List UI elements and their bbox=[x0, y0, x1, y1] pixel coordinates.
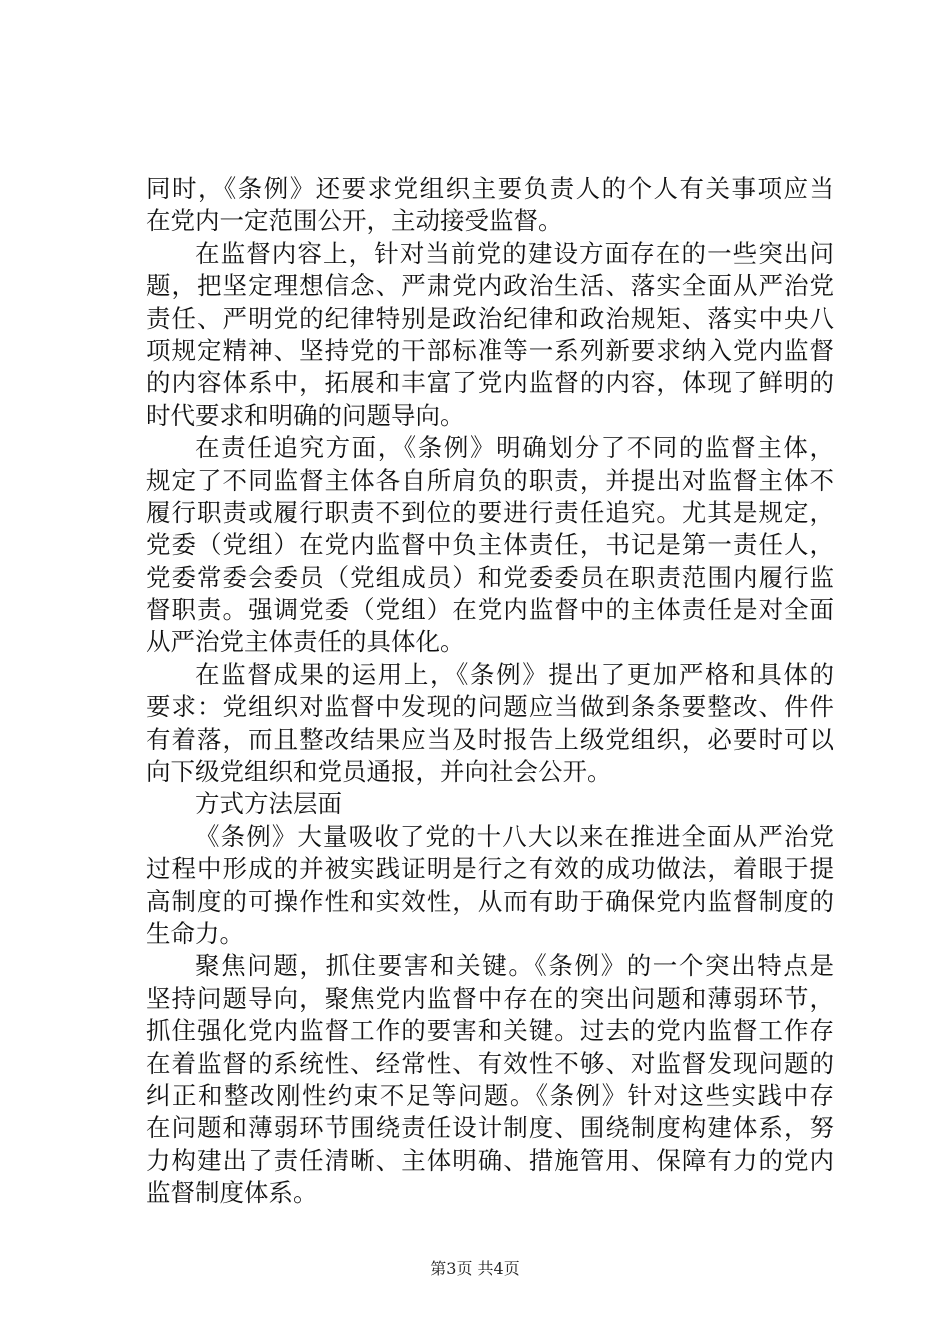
text-line: 坚持问题导向，聚焦党内监督中存在的突出问题和薄弱环节， bbox=[146, 983, 834, 1013]
text-line: 向下级党组织和党员通报，并向社会公开。 bbox=[146, 757, 612, 787]
text-line: 督职责。强调党委（党组）在党内监督中的主体责任是对全面 bbox=[146, 595, 834, 625]
text-line: 生命力。 bbox=[146, 918, 244, 948]
section-heading bbox=[146, 788, 834, 820]
text-line: 高制度的可操作性和实效性，从而有助于确保党内监督制度的 bbox=[146, 886, 834, 916]
text-line: 党委（党组）在党内监督中负主体责任，书记是第一责任人， bbox=[146, 530, 834, 560]
text-line: 《条例》大量吸收了党的十八大以来在推进全面从严治党 bbox=[195, 821, 834, 851]
text-line: 项规定精神、坚持党的干部标准等一系列新要求纳入党内监督 bbox=[146, 335, 834, 365]
text-line: 要求：党组织对监督中发现的问题应当做到条条要整改、件件 bbox=[146, 692, 834, 722]
document-body bbox=[146, 173, 834, 1210]
paragraph bbox=[146, 659, 834, 789]
text-line: 在监督成果的运用上，《条例》提出了更加严格和具体的 bbox=[195, 659, 834, 689]
text-line: 同时，《条例》还要求党组织主要负责人的个人有关事项应当 bbox=[146, 174, 834, 203]
text-line: 党委常委会委员（党组成员）和党委委员在职责范围内履行监 bbox=[146, 562, 834, 592]
text-line: 方式方法层面 bbox=[195, 789, 342, 819]
paragraph bbox=[146, 238, 834, 432]
text-line: 时代要求和明确的问题导向。 bbox=[146, 400, 465, 430]
text-line: 监督制度体系。 bbox=[146, 1178, 318, 1208]
text-line: 在责任追究方面，《条例》明确划分了不同的监督主体， bbox=[195, 433, 834, 463]
text-line: 聚焦问题，抓住要害和关键。《条例》的一个突出特点是 bbox=[195, 951, 834, 981]
text-line: 责任、严明党的纪律特别是政治纪律和政治规矩、落实中央八 bbox=[146, 303, 834, 333]
text-line: 抓住强化党内监督工作的要害和关键。过去的党内监督工作存 bbox=[146, 1016, 834, 1046]
text-line: 过程中形成的并被实践证明是行之有效的成功做法，着眼于提 bbox=[146, 854, 834, 884]
text-line: 有着落，而且整改结果应当及时报告上级党组织，必要时可以 bbox=[146, 724, 834, 754]
text-line: 在监督内容上，针对当前党的建设方面存在的一些突出问 bbox=[195, 238, 834, 268]
text-line: 履行职责或履行职责不到位的要进行责任追究。尤其是规定， bbox=[146, 497, 834, 527]
text-line: 的内容体系中，拓展和丰富了党内监督的内容，体现了鲜明的 bbox=[146, 368, 834, 398]
paragraph bbox=[146, 821, 834, 951]
text-line: 规定了不同监督主体各自所肩负的职责，并提出对监督主体不 bbox=[146, 465, 834, 495]
text-line: 从严治党主体责任的具体化。 bbox=[146, 627, 465, 657]
paragraph bbox=[146, 432, 834, 659]
paragraph bbox=[146, 950, 834, 1209]
text-line: 在问题和薄弱环节围绕责任设计制度、围绕制度构建体系，努 bbox=[146, 1113, 834, 1143]
text-line: 力构建出了责任清晰、主体明确、措施管用、保障有力的党内 bbox=[146, 1145, 834, 1175]
text-line: 题，把坚定理想信念、严肃党内政治生活、落实全面从严治党 bbox=[146, 271, 834, 301]
text-line: 在着监督的系统性、经常性、有效性不够、对监督发现问题的 bbox=[146, 1048, 834, 1078]
text-line: 在党内一定范围公开，主动接受监督。 bbox=[146, 206, 563, 236]
text-line: 纠正和整改刚性约束不足等问题。《条例》针对这些实践中存 bbox=[146, 1080, 834, 1110]
paragraph bbox=[146, 173, 834, 238]
page-number-footer: 第3页 共4页 bbox=[430, 1259, 520, 1278]
